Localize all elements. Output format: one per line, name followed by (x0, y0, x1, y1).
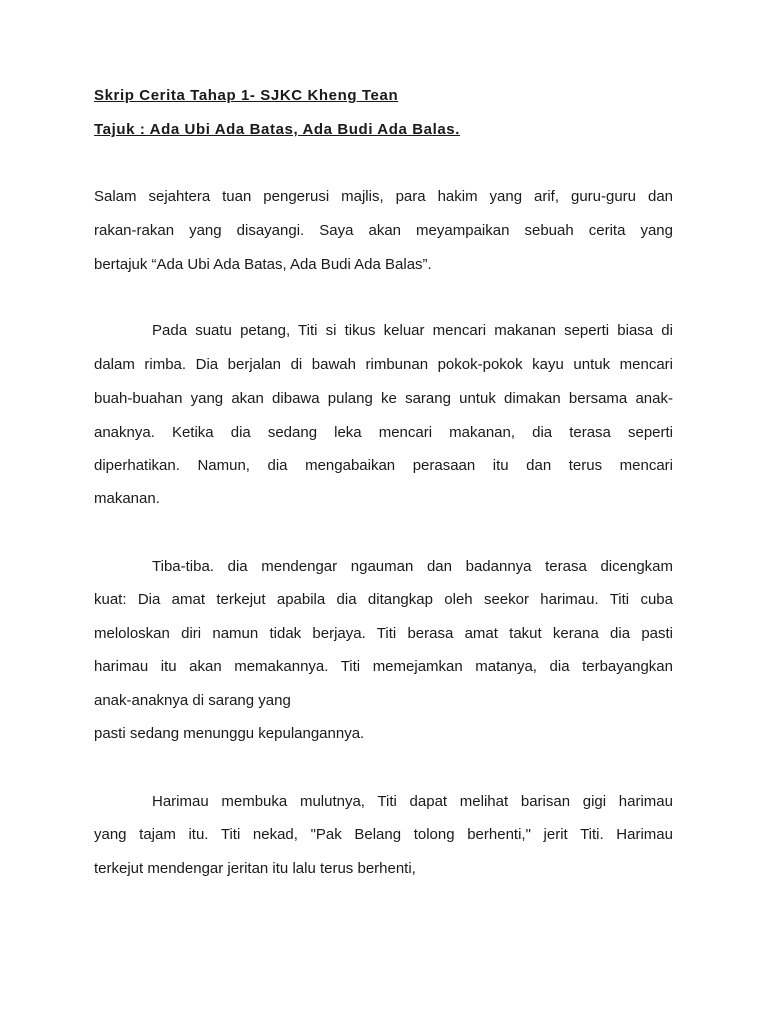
paragraph-2-line-5: diperhatikan. Namun, dia mengabaikan perasaan itu dan terus mencari (94, 457, 673, 474)
paragraph-1-line-2: rakan-rakan yang disayangi. Saya akan meyampaikan sebuah cerita yang (94, 222, 673, 239)
paragraph-4-line-1: Harimau membuka mulutnya, Titi dapat melihat barisan gigi harimau (152, 793, 673, 810)
paragraph-2-line-4: anaknya. Ketika dia sedang leka mencari makanan, dia terasa seperti (94, 424, 673, 441)
paragraph-4-line-2: yang tajam itu. Titi nekad, "Pak Belang tolong berhenti," jerit Titi. Harimau (94, 826, 673, 843)
document-title: Skrip Cerita Tahap 1- SJKC Kheng Tean (94, 87, 399, 104)
paragraph-3-line-3: meloloskan diri namun tidak berjaya. Titi berasa amat takut kerana dia pasti (94, 625, 673, 642)
paragraph-2-line-6: makanan. (94, 490, 160, 507)
paragraph-3-line-1: Tiba-tiba. dia mendengar ngauman dan badannya terasa dicengkam (152, 558, 673, 575)
story-topic: Tajuk : Ada Ubi Ada Batas, Ada Budi Ada Balas. (94, 121, 460, 138)
paragraph-4-line-3: terkejut mendengar jeritan itu lalu terus berhenti, (94, 860, 416, 877)
paragraph-3-line-2: kuat: Dia amat terkejut apabila dia ditangkap oleh seekor harimau. Titi cuba (94, 591, 673, 608)
paragraph-1-line-1: Salam sejahtera tuan pengerusi majlis, para hakim yang arif, guru-guru dan (94, 188, 673, 205)
paragraph-3-line-6: pasti sedang menunggu kepulangannya. (94, 725, 365, 742)
paragraph-2-line-2: dalam rimba. Dia berjalan di bawah rimbunan pokok-pokok kayu untuk mencari (94, 356, 673, 373)
paragraph-3-line-5: anak-anaknya di sarang yang (94, 692, 291, 709)
paragraph-1-line-3: bertajuk “Ada Ubi Ada Batas, Ada Budi Ada Balas”. (94, 256, 432, 273)
paragraph-2-line-1: Pada suatu petang, Titi si tikus keluar mencari makanan seperti biasa di (152, 322, 673, 339)
paragraph-2-line-3: buah-buahan yang akan dibawa pulang ke sarang untuk dimakan bersama anak- (94, 390, 673, 407)
paragraph-3-line-4: harimau itu akan memakannya. Titi memejamkan matanya, dia terbayangkan (94, 658, 673, 675)
